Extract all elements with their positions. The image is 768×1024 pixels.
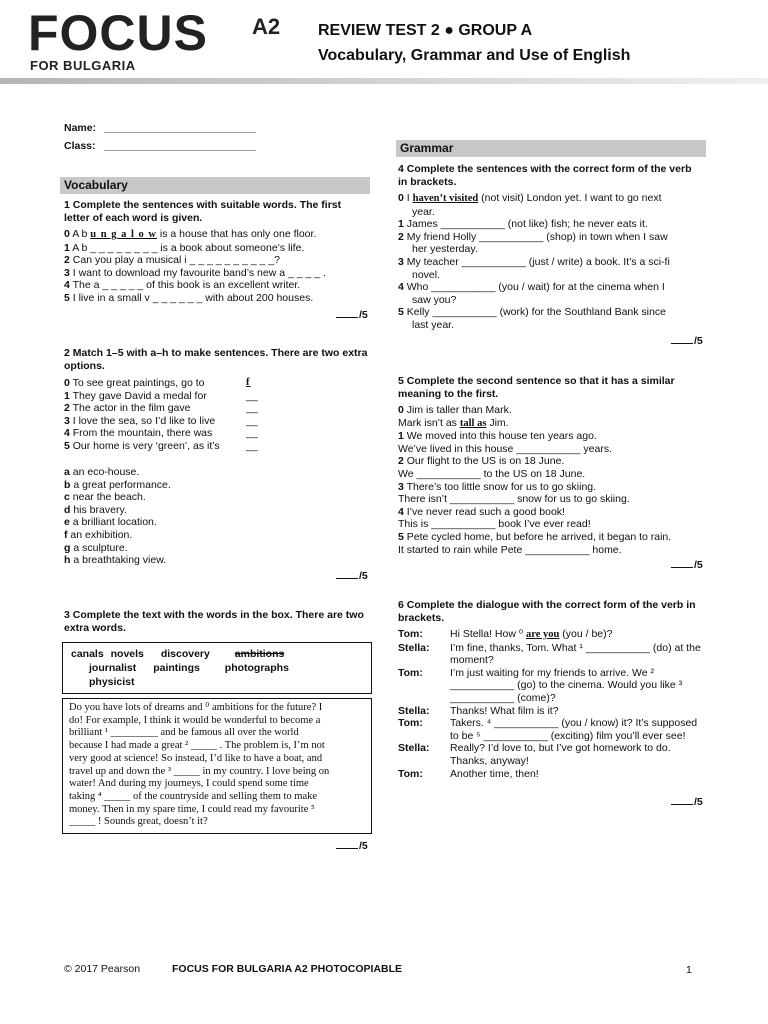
word-physicist: physicist: [89, 676, 135, 688]
ex5-item-1: 1 We moved into this house ten years ago.: [398, 430, 597, 443]
test-subtitle: Vocabulary, Grammar and Use of English: [318, 47, 631, 64]
ex2-answer-5[interactable]: __: [246, 439, 258, 452]
ex4-item-4[interactable]: 4 Who ___________ (you / wait) for at the cinema when I: [398, 281, 665, 294]
ex2-options: [64, 466, 304, 567]
ex4-item-0: 0 I haven’t visited (not visit) London yet. I want to go next: [398, 192, 662, 204]
ex2-list: [64, 377, 264, 453]
ex5-instructions: 5 Complete the second sentence so that it has a similar meaning to the first.: [398, 375, 675, 400]
ex2-item-3: 3 I love the sea, so I’d like to live: [64, 414, 216, 427]
ex1-item-3[interactable]: 3 I want to download my favourite band’s new a _ _ _ _ .: [64, 266, 326, 279]
footer-copyright: © 2017 Pearson: [64, 963, 141, 975]
ex4-item-5[interactable]: 5 Kelly ___________ (work) for the Southland Bank since: [398, 306, 666, 319]
word-photographs: photographs: [224, 662, 289, 674]
ex2-option-h: h a breathtaking view.: [64, 554, 167, 567]
ex2-item-2: 2 The actor in the film gave: [64, 402, 191, 415]
word-journalist: journalist: [89, 662, 137, 674]
ex5-item-5-rewrite[interactable]: It started to rain while Pete ___________ home.: [398, 543, 622, 556]
ex2-item-4: 4 From the mountain, there was: [64, 427, 213, 440]
ex4-example-answer: haven’t visited: [412, 193, 479, 204]
word-ambitions: ambitions: [234, 648, 285, 660]
ex3-text-line-3[interactable]: brilliant ¹ _________ and be famous all over the world: [69, 727, 299, 739]
logo-level: A2: [252, 14, 281, 39]
ex2-answer-0: f: [246, 377, 251, 388]
ex6-instructions: 6 Complete the dialogue with the correct form of the verb in brackets.: [398, 599, 696, 624]
ex3-text-line-4[interactable]: because I had made a great ² _____ . The problem is, I’m not: [69, 740, 325, 752]
ex2-item-0: 0 To see great paintings, go to: [64, 377, 205, 389]
ex5-item-0: 0 Jim is taller than Mark.: [398, 404, 512, 416]
ex2-item-5: 5 Our home is very ‘green’, as it’s: [64, 439, 220, 452]
ex2-option-e: e a brilliant location.: [64, 516, 157, 529]
ex3-text-box: [62, 698, 372, 834]
ex3-text-line-8[interactable]: taking ⁴ _____ of the countryside and selling them to make: [69, 790, 318, 802]
class-row: [64, 140, 256, 153]
word-paintings: paintings: [153, 662, 200, 674]
ex1-item-5[interactable]: 5 I live in a small v _ _ _ _ _ _ with about 200 houses.: [64, 291, 314, 304]
ex3-text-line-2: do! For example, I think it would be wonderful to become a: [69, 714, 321, 726]
dialogue-line-5[interactable]: Tom: Takers. ⁴ ___________ (you / know) it? It’s supposed to be ⁵ ___________ (exciting) film you’ll ever see!: [398, 717, 698, 742]
ex4-item-1[interactable]: 1 James ___________ (not like) fish; he never eats it.: [398, 218, 648, 231]
word-canals: canals: [71, 648, 104, 660]
ex3-text-line-7: water! And during my journeys, I could spend some time: [69, 778, 309, 790]
ex4-score: /5: [671, 335, 703, 347]
ex5-example-answer: tall as: [459, 417, 487, 429]
ex2-instructions: 2 Match 1–5 with a–h to make sentences. There are two extra options.: [64, 347, 368, 372]
name-row: [64, 122, 256, 135]
ex2-answer-3[interactable]: __: [246, 414, 258, 427]
ex5-item-2-rewrite[interactable]: We ___________ to the US on 18 June.: [398, 467, 586, 480]
logo: FOCUS: [28, 5, 208, 61]
ex4-list: 0 I haven’t visited (not visit) London yet. I want to go next year. 1 James ___________ (not like) fish; he never eats it. 2 My friend Holly ___________ (shop) in town when I saw her yesterday. 3 My teacher ___________ (just / write) a book. It’s a sci-fi novel. 4 Who ___________ (you / wait) for at the cinema when I saw you? 5 Kelly ___________ (work) for the Southland Bank since last year.: [398, 192, 703, 332]
ex1-item-2[interactable]: 2 Can you play a musical i _ _ _ _ _ _ _ _ _ _?: [64, 254, 280, 267]
ex3-text-line-9: money. Then in my spare time, I could read my favourite ⁵: [69, 803, 315, 815]
ex1-score: /5: [336, 309, 368, 321]
dialogue-line-4: Stella: Thanks! What film is it?: [398, 704, 559, 717]
ex2-answer-1[interactable]: __: [246, 389, 258, 402]
ex5-item-4: 4 I’ve never read such a good book!: [398, 505, 565, 518]
ex2-option-b: b a great performance.: [64, 478, 171, 491]
ex5-item-5: 5 Pete cycled home, but before he arrived, it began to rain.: [398, 530, 672, 543]
ex5-list: [398, 404, 703, 556]
word-novels: novels: [110, 648, 144, 660]
ex6-dialogue: [398, 628, 703, 780]
ex4-item-3[interactable]: 3 My teacher ___________ (just / write) a book. It’s a sci-fi: [398, 255, 670, 268]
ex5-item-3: 3 There’s too little snow for us to go skiing.: [398, 480, 597, 493]
dialogue-line-1: Tom: Hi Stella! How ⁰ are you (you / be)?: [398, 628, 613, 640]
ex4-item-2[interactable]: 2 My friend Holly ___________ (shop) in town when I saw: [398, 230, 668, 243]
ex2-option-d: d his bravery.: [64, 503, 127, 516]
dialogue-line-6: Stella: Really? I’d love to, but I’ve got homework to do. Thanks, anyway!: [398, 742, 671, 767]
ex2-option-c: c near the beach.: [64, 491, 146, 504]
ex2-score: /5: [336, 570, 368, 582]
word-discovery: discovery: [160, 648, 210, 660]
ex1-instructions: 1 Complete the sentences with suitable words. The first letter of each word is given.: [64, 199, 342, 224]
ex5-item-0-rewrite: Mark isn’t as tall as Jim.: [398, 416, 509, 429]
ex2-option-a: a an eco-house.: [64, 466, 140, 478]
ex6-example-answer: are you: [526, 629, 560, 640]
ex1-item-1[interactable]: 1 A b _ _ _ _ _ _ _ _ is a book about someone’s life.: [64, 241, 305, 254]
ex1-example-answer: u n g a l o w: [90, 229, 157, 240]
ex2-option-g: g a sculpture.: [64, 541, 128, 554]
word-box: [62, 642, 372, 694]
ex1-list: [64, 228, 369, 305]
ex5-item-2: 2 Our flight to the US is on 18 June.: [398, 455, 565, 468]
logo-subtitle: FOR BULGARIA: [30, 58, 136, 73]
name-label: Name:: [64, 122, 97, 134]
ex2-item-1: 1 They gave David a medal for: [64, 389, 207, 402]
page-number: 1: [686, 964, 692, 976]
ex1-item-0: 0 A b u n g a l o w is a house that has only one floor.: [64, 228, 317, 240]
ex5-score: /5: [671, 559, 703, 571]
name-blank[interactable]: __________________________: [104, 122, 256, 134]
ex1-item-4[interactable]: 4 The a _ _ _ _ _ of this book is an excellent writer.: [64, 279, 301, 292]
dialogue-line-2[interactable]: Stella: I’m fine, thanks, Tom. What ¹ ___________ (do) at the moment?: [398, 641, 701, 667]
ex5-item-3-rewrite[interactable]: There isn’t ___________ snow for us to go skiing.: [398, 493, 630, 506]
ex3-text-line-1: Do you have lots of dreams and ⁰ ambitions for the future? I: [69, 702, 323, 713]
ex3-text-line-6[interactable]: travel up and down the ³ _____ in my country. I love being on: [69, 765, 330, 777]
ex2-answer-4[interactable]: __: [246, 427, 258, 440]
grammar-heading: Grammar: [396, 140, 706, 157]
ex4-instructions: 4 Complete the sentences with the correct form of the verb in brackets.: [398, 163, 692, 188]
ex3-score: /5: [336, 840, 368, 852]
header-divider: [0, 78, 768, 84]
test-title: REVIEW TEST 2 ● GROUP A: [318, 22, 533, 39]
ex2-option-f: f an exhibition.: [64, 528, 133, 541]
class-blank[interactable]: __________________________: [104, 140, 256, 152]
ex3-instructions: 3 Complete the text with the words in the box. There are two extra words.: [64, 609, 364, 634]
footer-title: FOCUS FOR BULGARIA A2 PHOTOCOPIABLE: [172, 963, 403, 975]
ex3-text-line-5: very good at science! So instead, I’d like to have a boat, and: [69, 752, 323, 764]
ex5-item-1-rewrite[interactable]: We’ve lived in this house ___________ years.: [398, 442, 613, 455]
class-label: Class:: [64, 140, 96, 152]
ex6-score: /5: [671, 796, 703, 808]
dialogue-line-7: Tom: Another time, then!: [398, 767, 539, 780]
ex3-text-line-10[interactable]: _____ ! Sounds great, doesn’t it?: [69, 816, 208, 828]
dialogue-line-3[interactable]: Tom: I’m just waiting for my friends to arrive. We ² ___________ (go) to the cinema. Would you like ³ ___________ (come)?: [398, 666, 683, 704]
vocabulary-heading: Vocabulary: [60, 177, 370, 194]
ex2-answers: [246, 377, 258, 453]
ex5-item-4-rewrite[interactable]: This is ___________ book I’ve ever read!: [398, 518, 591, 531]
ex2-answer-2[interactable]: __: [246, 402, 258, 415]
